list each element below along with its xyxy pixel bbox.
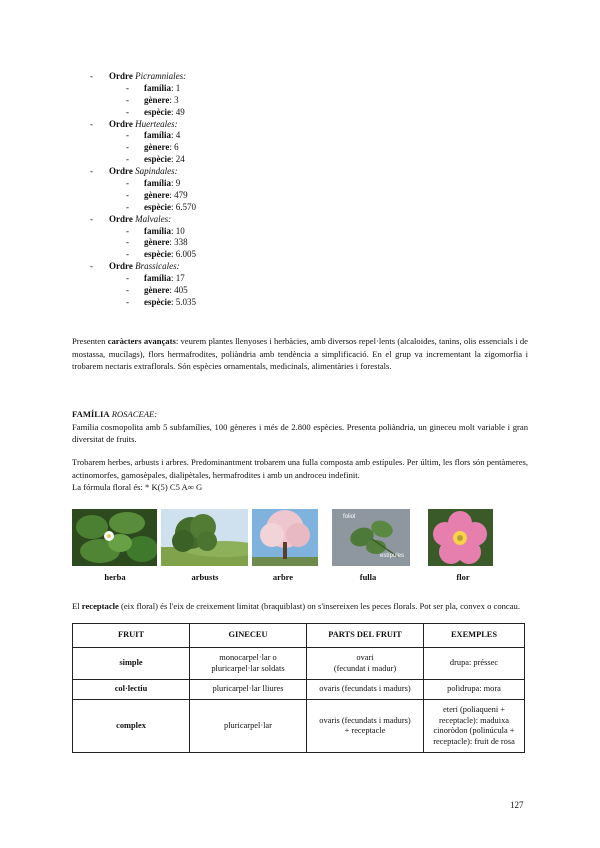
table-row — [73, 648, 525, 680]
floral-formula: La fórmula floral és: * K(5) C5 A∞ G — [72, 482, 203, 493]
table-row — [73, 680, 525, 700]
column-header: FRUIT — [73, 624, 190, 648]
detail-item: - família: 9 — [126, 178, 181, 189]
order-item — [90, 71, 390, 83]
detail-item: - família: 4 — [126, 130, 181, 141]
table-cell: pluricarpel·lar — [190, 700, 307, 753]
family-paragraph: FAMÍLIA ROSACEAE: Família cosmopolita amb 5 subfamílies, 100 gèneres i més de 2.800 espècies. Presenta poliàndria, un gineceu molt variable i gran diversitat de fruits. — [72, 409, 528, 445]
table-cell: pluricarpel·lar lliures — [190, 680, 307, 700]
family-name: ROSACEAE: — [111, 409, 158, 419]
caption-shrub: arbusts — [191, 572, 219, 582]
leaflet-label: foliol — [343, 514, 356, 520]
page-number: 127 — [510, 800, 524, 810]
detail-item: - família: 10 — [126, 225, 185, 236]
detail-item: - família: 17 — [126, 273, 185, 284]
flower-image — [428, 509, 493, 566]
tree-image — [252, 509, 318, 566]
table-cell: polidrupa: mora — [424, 680, 525, 700]
herb-image — [72, 509, 157, 566]
bullet-dash: - — [90, 71, 93, 81]
caption-flower: flor — [456, 572, 470, 582]
column-header: EXEMPLES — [424, 624, 525, 648]
table-cell: simple — [73, 648, 190, 680]
order-label: Ordre — [109, 71, 133, 81]
table-cell: ovari (fecundat i madur) — [307, 648, 424, 680]
detail-item: - espècie: 6.570 — [126, 201, 197, 212]
receptacle-paragraph: El receptacle (eix floral) és l'eix de creixement limitat (braquiblast) on s'insereixen les peces florals. Pot ser pla, convex o concau. — [72, 601, 520, 611]
table-cell: drupa: préssec — [424, 648, 525, 680]
characters-paragraph: Presenten caràcters avançats: veurem plantes llenyoses i herbàcies, amb diversos repel·lents (alcaloides, tanins, olis essencials i de mostassa, mucílags), flors hermafrodites, poliàndria amb tendència a simplificació. En el grup va incrementant la zigomorfia i trobarem nectaris extraflorals. Són espècies ornamentals, medicinals, alimentàries i forestals. — [72, 336, 528, 372]
caption-herb: herba — [104, 572, 126, 582]
detail-item: - família: 1 — [126, 82, 181, 93]
order-item: - Ordre Malvales: — [90, 213, 172, 224]
fruit-table — [72, 623, 525, 753]
caption-leaf: fulla — [359, 572, 377, 582]
order-item: - Ordre Huerteales: — [90, 118, 178, 129]
table-cell: complex — [73, 700, 190, 753]
stipules-label: estípules — [380, 553, 405, 559]
detail-item: - gènere: 6 — [126, 142, 179, 153]
table-row — [73, 700, 525, 753]
table-cell: col·lectiu — [73, 680, 190, 700]
column-header: PARTS DEL FRUIT — [307, 624, 424, 648]
leaf-image — [332, 509, 410, 566]
detail-item: - gènere: 405 — [126, 285, 188, 296]
detail-item: - espècie: 5.035 — [126, 296, 197, 307]
table-cell: ovaris (fecundats i madurs) + receptacle — [307, 700, 424, 753]
caption-tree: arbre — [272, 572, 294, 582]
table-cell: eteri (poliaqueni + receptacle): maduixa cinoròdon (polinúcula + receptacle): fruit de rosa — [424, 700, 525, 753]
detail-item: - gènere: 338 — [126, 237, 188, 248]
table-cell: monocarpel·lar o pluricarpel·lar soldats — [190, 648, 307, 680]
table-header-row — [73, 624, 525, 648]
description-paragraph: Trobarem herbes, arbusts i arbres. Predominantment trobarem una fulla composta amb estípules. Per últim, les flors són pentàmeres, actinomorfes, gamosèpales, dialipètales, hermafrodites i amb un androceu indefinit. La fórmula floral és: * K(5) C5 A∞ G — [72, 457, 528, 493]
detail-item: - gènere: 3 — [126, 94, 179, 105]
shrub-image — [161, 509, 248, 566]
detail-item: - espècie: 49 — [126, 106, 185, 117]
order-item: - Ordre Sapindales: — [90, 166, 178, 177]
detail-item: - gènere: 479 — [126, 189, 188, 200]
orders-list — [90, 71, 390, 309]
family-label: FAMÍLIA — [72, 409, 110, 419]
order-name: Picramniales: — [135, 71, 187, 81]
detail-item: - espècie: 6.005 — [126, 249, 197, 260]
table-cell: ovaris (fecundats i madurs) — [307, 680, 424, 700]
column-header: GINECEU — [190, 624, 307, 648]
detail-item: - espècie: 24 — [126, 154, 185, 165]
order-item: - Ordre Brassicales: — [90, 261, 180, 272]
